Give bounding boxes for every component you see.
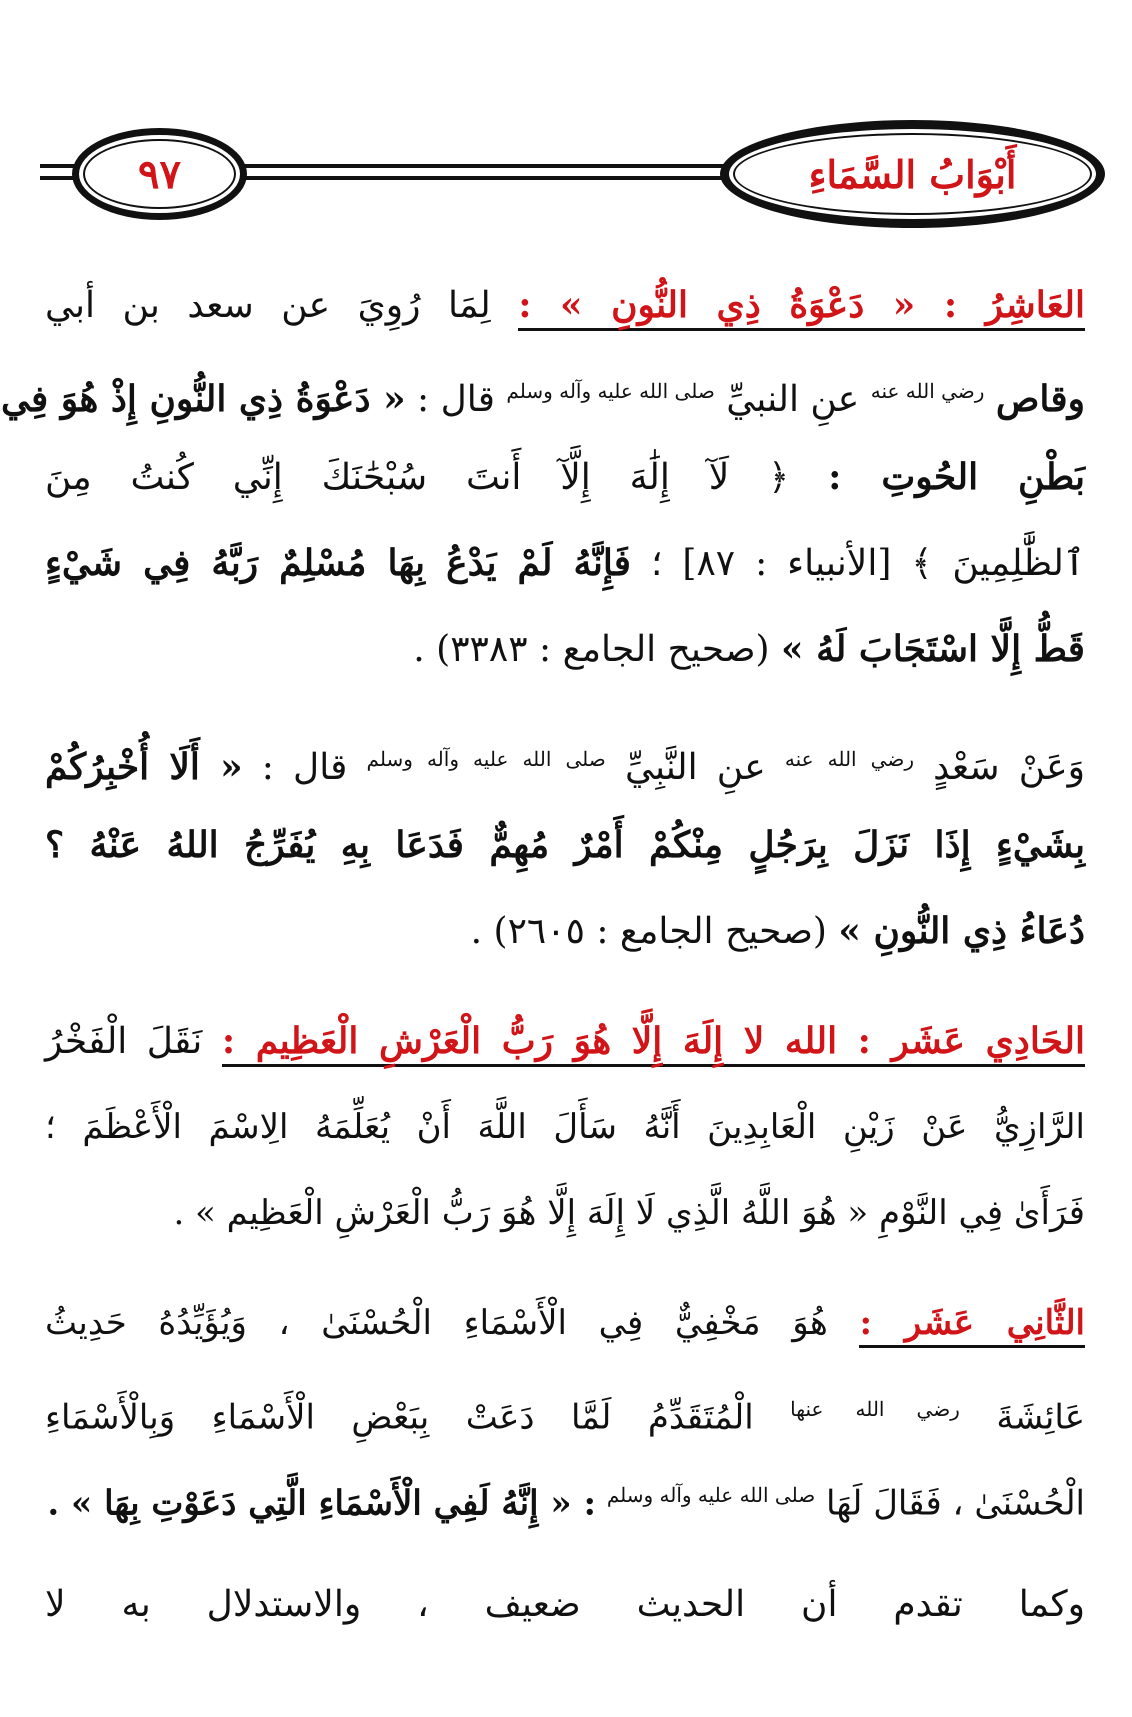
section-heading: الحَادِي عَشَر : الله لا إِلَهَ إِلَّا هُوَ رَبُّ الْعَرْشِ الْعَظِيم : [222,1020,1085,1067]
text-line: عَائِشَةَ $^{رضي الله عنها}$ الْمُتَقَدِّمُ لَمَّا دَعَتْ بِبَعْضِ الْأَسْمَاءِ وَبِالْأَسْمَاءِ [45,1397,1086,1438]
text-line: وَعَنْ سَعْدٍ $^{رضي الله عنه}$ عنِ النَّبِيِّ $^{صلى الله عليه وآله وسلم}$ قال : « أَلَا أُخْبِرُكُمْ [45,746,1085,788]
page-body [1,262,1086,1648]
hadith-saad [45,716,1085,974]
text-line: الثَّانِي عَشَر : هُوَ مَخْفِيٌّ فِي الْأَسْمَاءِ الْحُسْنَىٰ ، وَيُؤَيِّدُهُ حَدِيثُ [45,1280,1085,1366]
honorific-radiallahu: رضي الله عنه [784,747,914,771]
text-line: وكما تقدم أن الحديث ضعيف ، والاستدلال به لا [45,1584,1085,1625]
page-number-oval [72,128,247,220]
honorific-salawat: صلى الله عليه وآله وسلم [366,747,606,771]
section-twelfth [45,1280,1085,1538]
text-line: الرَّازِيُّ عَنْ زَيْنِ الْعَابِدِينَ أَنَّهُ سَأَلَ اللَّهَ أَنْ يُعَلِّمَهُ الِاسْمَ الْأَعْظَمَ ؛ [45,1107,1085,1147]
text-line: قَطُّ إِلَّا اسْتَجَابَ لَهُ » (صحيح الجامع : ٣٣٨٣) . [413,628,1085,670]
section-heading: العَاشِرُ : « دَعْوَةُ ذِي النُّونِ » : [518,284,1085,331]
honorific-radiallahu: رضي الله عنه [870,379,985,403]
text-line: العَاشِرُ : « دَعْوَةُ ذِي النُّونِ » : لِمَا رُوِيَ عن سعد بن أبي [45,262,1085,348]
text-line: الحَادِي عَشَر : الله لا إِلَهَ إِلَّا هُوَ رَبُّ الْعَرْشِ الْعَظِيم : نَقَلَ الْفَخْرُ [45,998,1085,1084]
chapter-title-oval [720,120,1105,228]
text-line: الْحُسْنَىٰ ، فَقَالَ لَهَا $^{صلى الله عليه وآله وسلم}$ : « إِنَّهُ لَفِي الْأَسْمَاءِ الَّتِي دَعَوْتِ بِهَا » . [47,1483,1085,1524]
hadith-reference: (صحيح الجامع : ٢٦٠٥) . [470,911,827,952]
honorific-salawat: صلى الله عليه وآله وسلم [606,1483,816,1507]
text-line: فَرَأَىٰ فِي النَّوْمِ « هُوَ اللَّهُ الَّذِي لَا إِلَهَ إِلَّا هُوَ رَبُّ الْعَرْشِ الْعَظِيم » . [173,1193,1085,1233]
honorific-salawat: صلى الله عليه وآله وسلم [506,379,715,403]
honorific-radiallahu-anha: رضي الله عنها [790,1397,960,1421]
section-eleventh [45,998,1085,1256]
quran-verse: ﴿ لَآ إِلَٰهَ إِلَّآ أَنتَ سُبْحَٰنَكَ إِنِّي كُنتُ مِنَ [45,457,790,498]
section-tenth [1,262,1085,692]
running-header [40,120,1095,230]
page-number: ٩٧ [138,150,181,198]
text-line: بِشَيْءٍ إِذَا نَزَلَ بِرَجُلٍ مِنْكُمْ أَمْرٌ مُهِمٌّ فَدَعَا بِهِ يُفَرِّجُ اللهُ عَنْهُ ؟ [45,824,1085,866]
closing-paragraph [45,1562,1085,1648]
section-heading: الثَّانِي عَشَر : [859,1303,1085,1348]
verse-reference: [الأنبياء : ٨٧] ؛ [650,543,892,584]
text-line: وقاص $^{رضي الله عنه}$ عنِ النبيِّ $^{صلى الله عليه وآله وسلم}$ قال : « دَعْوَةُ ذِي النُّونِ إِذْ هُوَ فِي [1,378,1085,420]
text-line: دُعَاءُ ذِي النُّونِ » (صحيح الجامع : ٢٦٠٥) . [470,910,1085,952]
hadith-reference: (صحيح الجامع : ٣٣٨٣) . [413,629,770,670]
chapter-title: أَبْوَابُ السَّمَاءِ [808,151,1017,197]
text-line: بَطْنِ الحُوتِ : ﴿ لَآ إِلَٰهَ إِلَّآ أَنتَ سُبْحَٰنَكَ إِنِّي كُنتُ مِنَ [45,456,1085,498]
text-line: ٱلظَّٰلِمِينَ ﴾ [الأنبياء : ٨٧] ؛ فَإِنَّهُ لَمْ يَدْعُ بِهَا مُسْلِمٌ رَبَّهُ فِي شَيْءٍ [45,542,1085,584]
